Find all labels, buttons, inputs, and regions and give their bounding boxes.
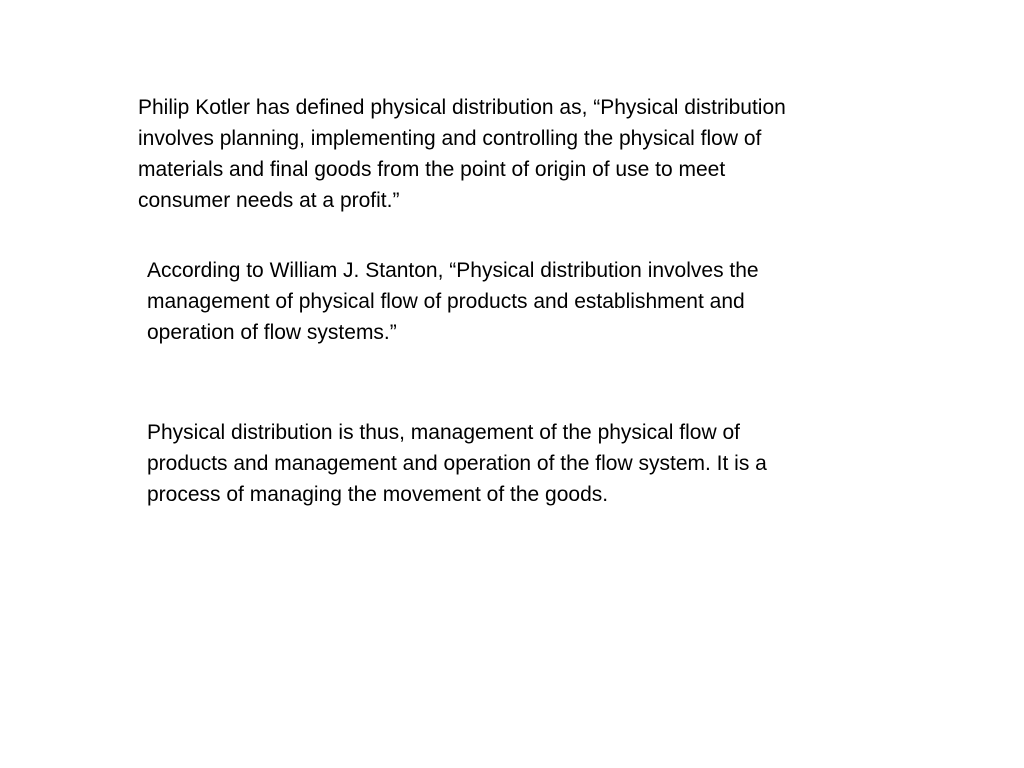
- text-line: products and management and operation of the flow system. It is a: [147, 452, 767, 475]
- text-line: consumer needs at a profit.”: [138, 189, 400, 212]
- stanton-definition-paragraph: [147, 255, 887, 348]
- text-line: Physical distribution is thus, management of the physical flow of: [147, 421, 740, 444]
- text-line: materials and final goods from the point of origin of use to meet: [138, 158, 726, 181]
- text-line: operation of flow systems.”: [147, 321, 397, 344]
- text-line: According to William J. Stanton, “Physical distribution involves the: [147, 259, 759, 282]
- kotler-definition-paragraph: [138, 92, 898, 216]
- summary-paragraph: [147, 417, 887, 510]
- text-line: management of physical flow of products and establishment and: [147, 290, 745, 313]
- text-line: involves planning, implementing and controlling the physical flow of: [138, 127, 762, 150]
- text-line: process of managing the movement of the goods.: [147, 483, 609, 506]
- text-line: Philip Kotler has defined physical distribution as, “Physical distribution: [138, 96, 786, 119]
